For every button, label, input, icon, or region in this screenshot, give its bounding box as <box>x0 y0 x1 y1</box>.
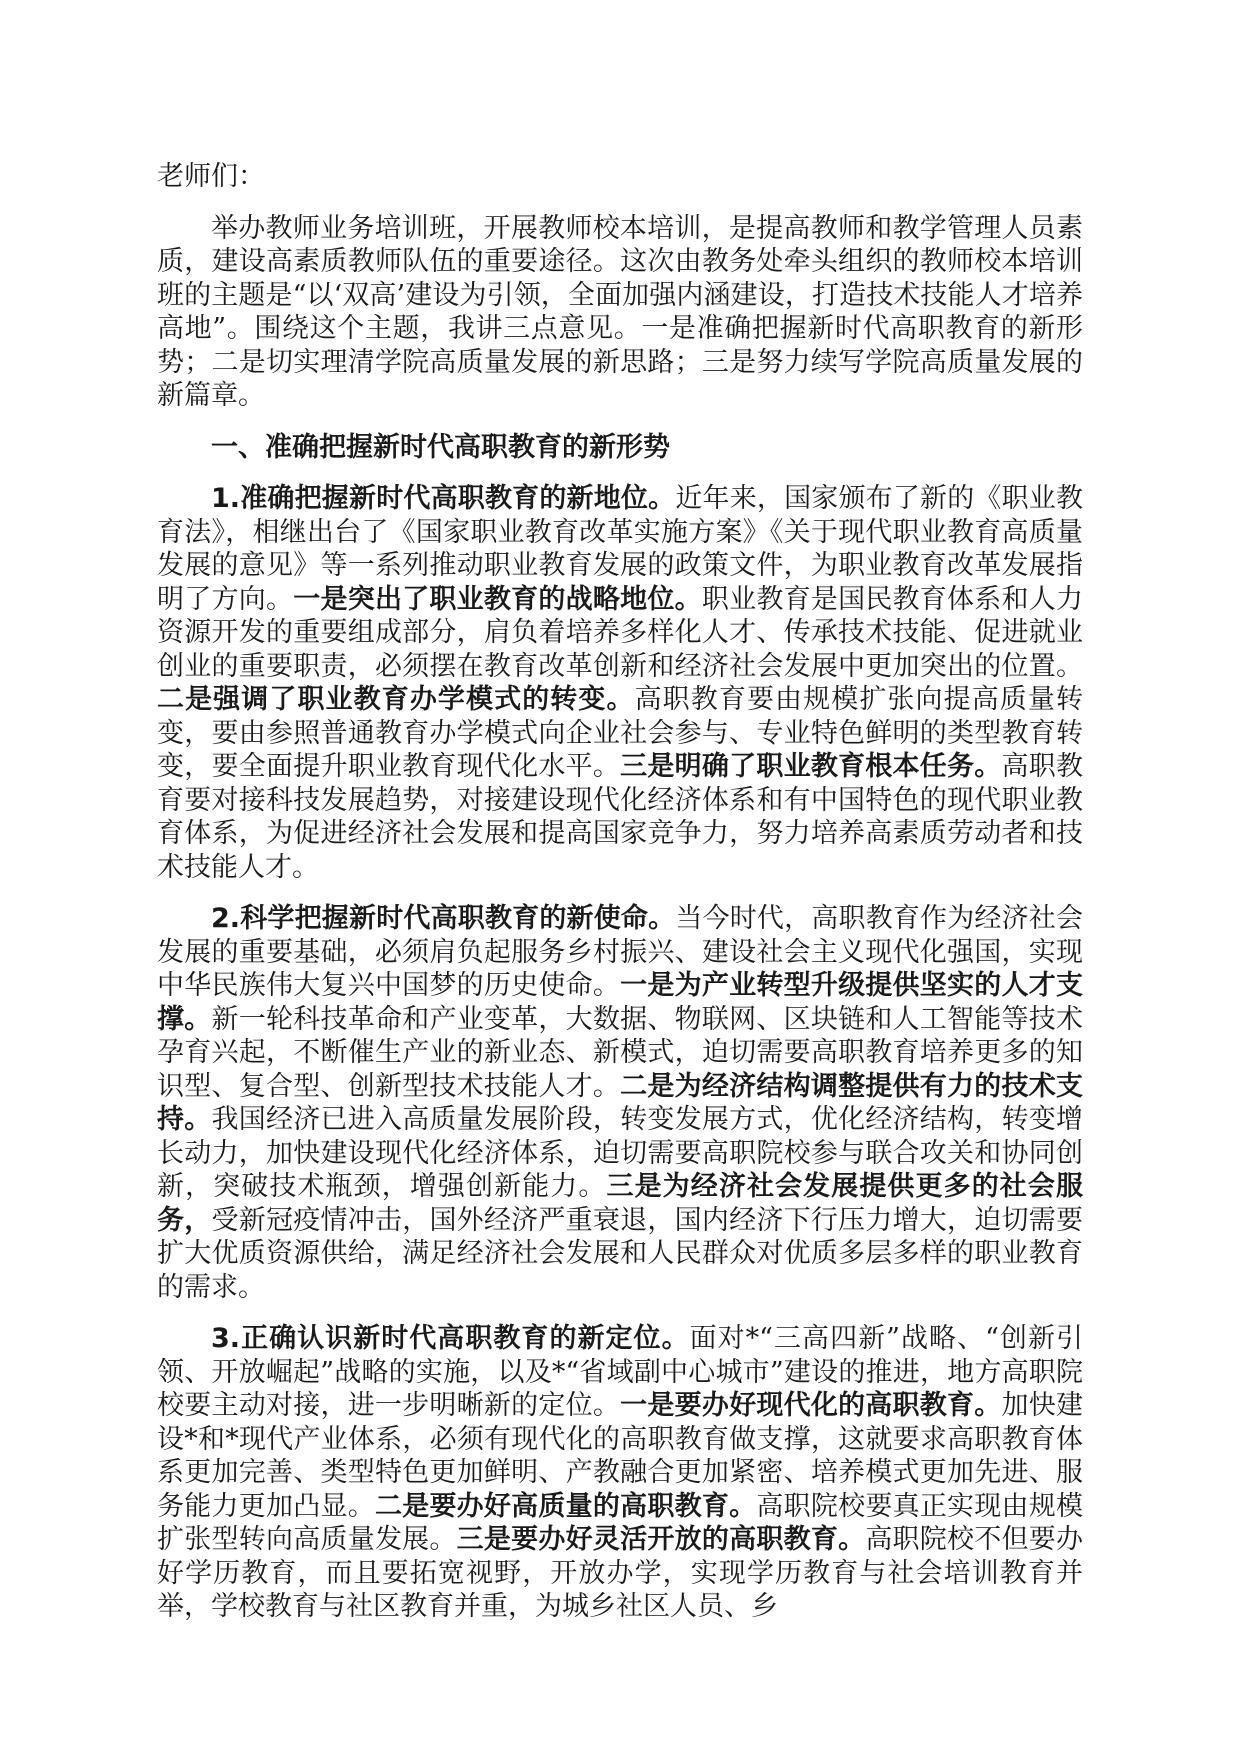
paragraph-2-point-2: 二是为经济结构调整提供有力的技术支持。 <box>157 1070 1084 1135</box>
paragraph-2-point-1: 一是为产业转型升级提供坚实的人才支撑。 <box>157 970 1084 1035</box>
paragraph-2-title: 2.科学把握新时代高职教育的新使命。 <box>211 903 676 934</box>
paragraph-1-point-2: 二是强调了职业教育办学模式的转变。 <box>157 684 635 715</box>
intro-paragraph: 举办教师业务培训班，开展教师校本培训，是提高教师和教学管理人员素质，建设高素质教师队伍的重要途径。这次由教务处牵头组织的教师校本培训班的主题是“以‘双高’建设为引领，全面加强内涵建设，打造技术技能人才培养高地”。围绕这个主题，我讲三点意见。一是准确把握新时代高职教育的新形势；二是切实理清学院高质量发展的新思路；三是努力续写学院高质量发展的新篇章。 <box>157 212 1083 411</box>
paragraph-1-text: 近年来，国家颁布了新的《职业教育法》，相继出台了《国家职业教育改革实施方案》《关于现代职业教育高质量发展的意见》等一系列推动职业教育发展的政策文件，为职业教育改革发展指明了方向。 <box>157 483 1084 615</box>
paragraph-3-text: 面对*“三高四新”战略、“创新引领、开放崛起”战略的实施，以及*“省域副中心城市”建设的推进，地方高职院校要主动对接，进一步明晰新的定位。 <box>157 1323 1083 1421</box>
paragraph-2-text: 受新冠疫情冲击，国外经济严重衰退，国内经济下行压力增大，迫切需要扩大优质资源供给，满足经济社会发展和人民群众对优质多层多样的职业教育的需求。 <box>157 1204 1084 1303</box>
paragraph-2-text: 我国经济已进入高质量发展阶段，转变发展方式，优化经济结构，转变增长动力，加快建设现代化经济体系，迫切需要高职院校参与联合攻关和协同创新，突破技术瓶颈，增强创新能力。 <box>157 1104 1084 1202</box>
paragraph-2-text: 新一轮科技革命和产业变革，大数据、物联网、区块链和人工智能等技术孕育兴起，不断催生产业的新业态、新模式，迫切需要高职教育培养更多的知识型、复合型、创新型技术技能人才。 <box>157 1003 1084 1102</box>
paragraph-3-text: 加快建设*和*现代产业体系，必须有现代化的高职教育做支撑，这就要求高职教育体系更加完善、类型特色更加鲜明、产教融合更加紧密、培养模式更加先进、服务能力更加凸显。 <box>157 1390 1084 1522</box>
section-heading-1: 一、准确把握新时代高职教育的新形势 <box>211 431 670 463</box>
paragraph-3-title: 3.正确认识新时代高职教育的新定位。 <box>211 1323 690 1354</box>
paragraph-1-text: 高职教育要对接科技发展趋势，对接建设现代化经济体系和有中国特色的现代职业教育体系，为促进经济社会发展和提高国家竞争力，努力培养高素质劳动者和技术技能人才。 <box>157 751 1084 883</box>
paragraph-2 <box>157 902 1083 1304</box>
paragraph-2-text: 当今时代，高职教育作为经济社会发展的重要基础，必须肩负起服务乡村振兴、建设社会主义现代化强国，实现中华民族伟大复兴中国梦的历史使命。 <box>157 903 1084 1001</box>
paragraph-1-point-3: 三是明确了职业教育根本任务。 <box>620 751 1002 782</box>
paragraph-1-text: 职业教育是国民教育体系和人力资源开发的重要组成部分，肩负着培养多样化人才、传承技术技能、促进就业创业的重要职责，必须摆在教育改革创新和经济社会发展中更加突出的位置。 <box>157 583 1084 682</box>
paragraph-1-point-1: 一是突出了职业教育的战略地位。 <box>293 583 702 615</box>
document-body <box>157 160 1083 1624</box>
paragraph-1-text: 高职教育要由规模扩张向提高质量转变，要由参照普通教育办学模式向企业社会参与、专业特色鲜明的类型教育转变，要全面提升职业教育现代化水平。 <box>157 684 1083 782</box>
paragraph-3 <box>157 1322 1083 1624</box>
paragraph-1-title: 1.准确把握新时代高职教育的新地位。 <box>211 483 676 514</box>
paragraph-3-point-2: 二是要办好高质量的高职教育。 <box>374 1490 757 1522</box>
paragraph-3-point-1: 一是要办好现代化的高职教育。 <box>620 1390 1002 1421</box>
greeting: 老师们： <box>157 161 265 192</box>
paragraph-2-point-3: 三是为经济社会发展提供更多的社会服务， <box>157 1171 1083 1236</box>
paragraph-3-text: 高职院校不但要办好学历教育，而且要拓宽视野，开放办学，实现学历教育与社会培训教育并举，学校教育与社区教育并重，为城乡社区人员、乡 <box>157 1524 1084 1622</box>
paragraph-3-point-3: 三是要办好灵活开放的高职教育。 <box>456 1524 866 1555</box>
paragraph-3-text: 高职院校要真正实现由规模扩张型转向高质量发展。 <box>157 1490 1084 1555</box>
paragraph-1 <box>157 482 1083 884</box>
